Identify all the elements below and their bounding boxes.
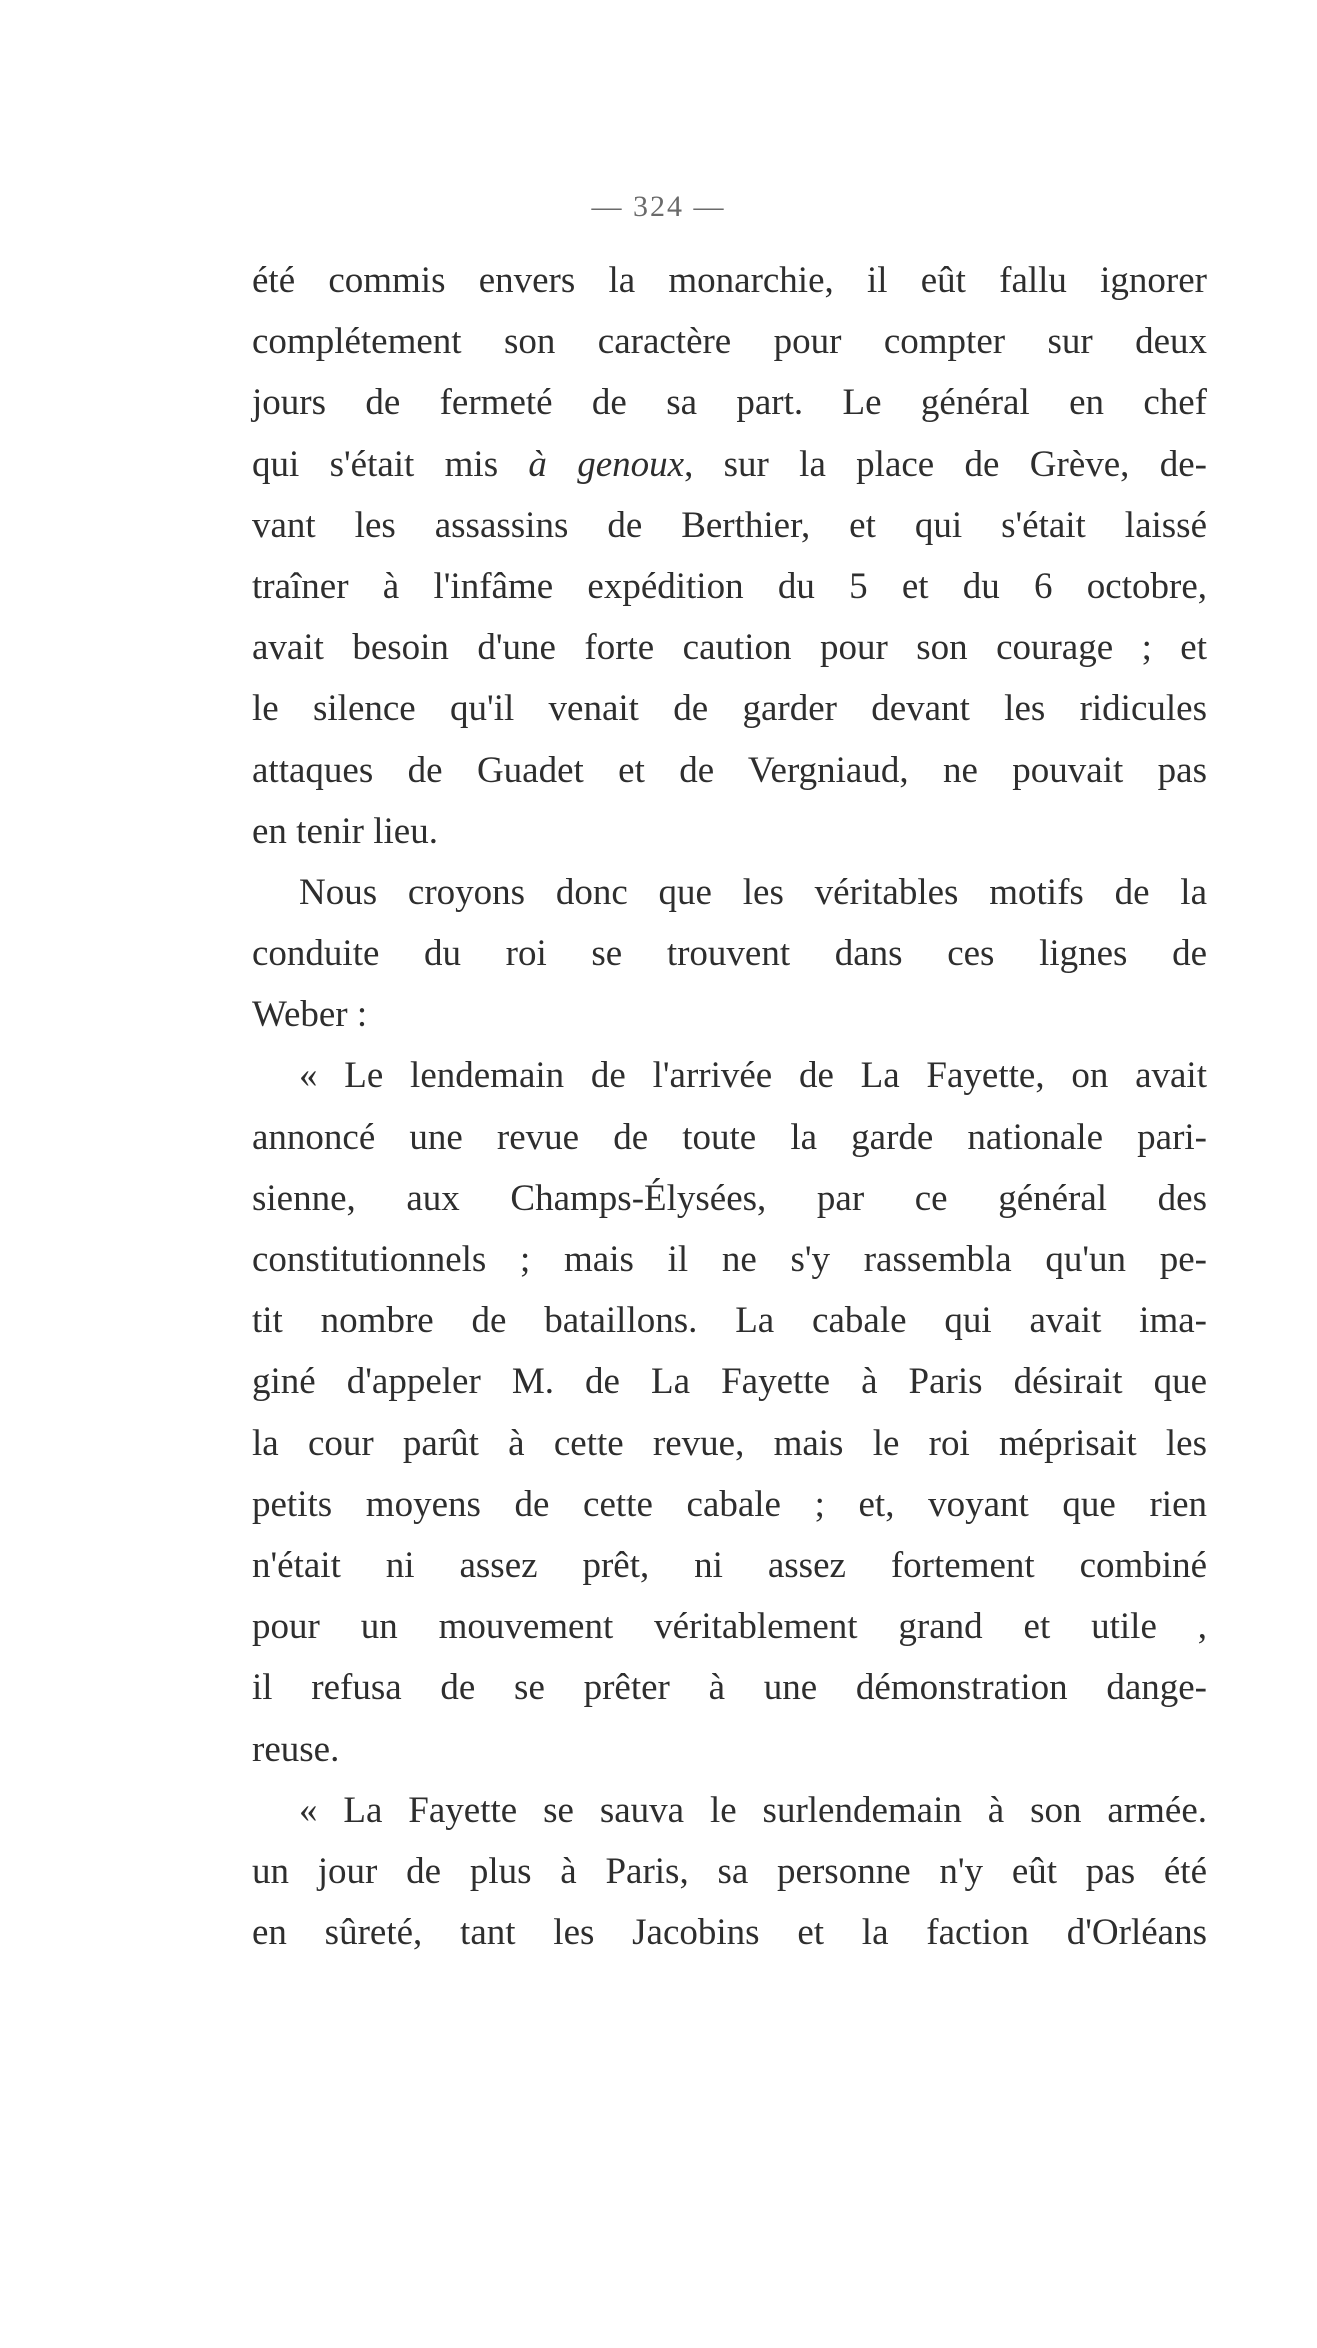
- text-line: tit nombre de bataillons. La cabale qui avait ima-: [252, 1300, 1207, 1342]
- text-line: « La Fayette se sauva le surlendemain à son armée.: [299, 1789, 1207, 1831]
- text-line: traîner à l'infâme expédition du 5 et du 6 octobre,: [252, 565, 1207, 607]
- text-line: jours de fermeté de sa part. Le général en chef: [252, 382, 1207, 424]
- text-line: complétement son caractère pour compter sur deux: [252, 321, 1207, 363]
- text-line: giné d'appeler M. de La Fayette à Paris désirait que: [252, 1361, 1207, 1403]
- text-line: conduite du roi se trouvent dans ces lignes de: [252, 933, 1207, 975]
- text-line: Weber :: [252, 994, 368, 1036]
- text-line: sienne, aux Champs-Élysées, par ce général des: [252, 1177, 1207, 1219]
- text-line: la cour parût à cette revue, mais le roi méprisait les: [252, 1422, 1207, 1464]
- text-line: constitutionnels ; mais il ne s'y rassembla qu'un pe-: [252, 1239, 1207, 1280]
- text-line: annoncé une revue de toute la garde nationale pari-: [252, 1116, 1207, 1158]
- text-line: il refusa de se prêter à une démonstration dange-: [252, 1667, 1207, 1709]
- text-segment: qui s'était mis: [252, 443, 529, 485]
- text-line: n'était ni assez prêt, ni assez fortement combiné: [252, 1544, 1207, 1586]
- text-line: reuse.: [252, 1728, 340, 1770]
- text-line: vant les assassins de Berthier, et qui s'était laissé: [252, 504, 1207, 546]
- text-line: [252, 434, 1207, 495]
- text-line: le silence qu'il venait de garder devant les ridicules: [252, 688, 1207, 730]
- page-number: — 324 —: [591, 190, 726, 223]
- text-line: Nous croyons donc que les véritables motifs de la: [299, 871, 1207, 913]
- text-line: été commis envers la monarchie, il eût fallu ignorer: [252, 260, 1207, 301]
- text-line: « Le lendemain de l'arrivée de La Fayette, on avait: [299, 1055, 1207, 1097]
- text-line: pour un mouvement véritablement grand et utile ,: [252, 1606, 1207, 1648]
- italic-phrase: à genoux: [528, 443, 685, 485]
- text-line: avait besoin d'une forte caution pour son courage ; et: [252, 627, 1207, 669]
- text-line: en tenir lieu.: [252, 810, 438, 852]
- text-line: attaques de Guadet et de Vergniaud, ne pouvait pas: [252, 749, 1207, 791]
- body-text: [252, 250, 1207, 1963]
- text-line: en sûreté, tant les Jacobins et la faction d'Orléans: [252, 1912, 1207, 1954]
- text-line: petits moyens de cette cabale ; et, voyant que rien: [252, 1483, 1207, 1525]
- text-line: un jour de plus à Paris, sa personne n'y eût pas été: [252, 1850, 1207, 1892]
- text-segment: , sur la place de Grève, de-: [684, 443, 1207, 485]
